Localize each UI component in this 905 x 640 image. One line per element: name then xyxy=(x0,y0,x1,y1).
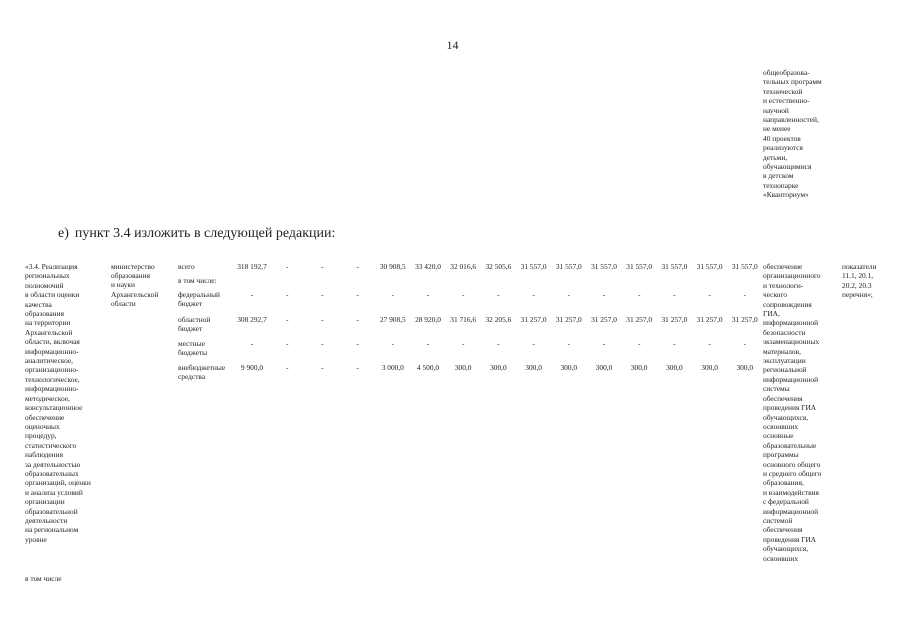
continuation-note: общеобразова- тельных программ технической и естественно- научной направленностей, не менее 40 проектов реализуются детьми, обучающимися в детском технопарке «Кванториум» xyxy=(763,68,822,200)
financing-value: - xyxy=(708,290,711,299)
financing-value: 318 192,7 xyxy=(237,262,267,271)
financing-value: 300,0 xyxy=(490,363,507,372)
financing-value: - xyxy=(497,339,500,348)
financing-value: - xyxy=(356,363,359,372)
financing-value: 9 900,0 xyxy=(240,363,264,372)
financing-value: - xyxy=(321,290,324,299)
financing-value: - xyxy=(321,262,324,271)
financing-value: - xyxy=(532,339,535,348)
financing-value: 31 557,0 xyxy=(555,262,582,271)
financing-value: 31 257,0 xyxy=(591,315,617,324)
financing-value: - xyxy=(250,290,254,299)
financing-value: - xyxy=(285,339,289,348)
financing-value: - xyxy=(391,290,395,299)
financing-value: 31 557,0 xyxy=(731,262,758,271)
financing-value: 31 257,0 xyxy=(696,315,723,324)
financing-value: 300,0 xyxy=(736,363,754,372)
measure-tail: в том числе xyxy=(25,574,62,583)
financing-value: 28 920,0 xyxy=(415,315,441,324)
financing-source-label: в том числе: xyxy=(178,276,217,285)
financing-value: 31 257,0 xyxy=(626,315,653,324)
financing-value: - xyxy=(532,290,535,299)
financing-value: 4 500,0 xyxy=(416,363,440,372)
financing-value: - xyxy=(567,339,571,348)
financing-value: 300,0 xyxy=(525,363,542,372)
financing-value: - xyxy=(285,363,289,372)
expected-result: обеспечение организационного и технологи- ческого сопровождения ГИА, информационной безопасности экзаменационных материалов, эксплуатации региональной информационной системы обеспечения проведения ГИА обучающихся, освоивших основные образовательные программы основного общего и среднего общего образования, и взаимодействия с федеральной информационной системой обеспечения проведения ГИА обучающихся, освоивших xyxy=(763,262,822,563)
financing-value: 31 557,0 xyxy=(591,262,617,271)
financing-value: 3 000,0 xyxy=(381,363,404,372)
financing-value: - xyxy=(250,339,254,348)
financing-value: - xyxy=(321,339,324,348)
financing-source-label: местные бюджеты xyxy=(178,339,208,357)
measure-name: «3.4. Реализация региональных полномочий в области оценки качества образования на территории Архангельской области, включая информационно- аналитическое, организационно- технологическое, информационно- методическое, консультационное обеспечение оценочных процедур, статистического наблюдения за деятельностью образовательных организаций, оценки и анализа условий организации образовательной деятельности на региональном уровне xyxy=(25,262,91,544)
financing-value: 27 908,5 xyxy=(379,315,406,324)
indicators: показатели 11.1, 20.1, 20.2, 20.3 перечня»; xyxy=(842,262,877,300)
financing-value: 300,0 xyxy=(560,363,578,372)
financing-value: - xyxy=(743,290,747,299)
financing-value: - xyxy=(391,339,395,348)
financing-value: 31 257,0 xyxy=(520,315,547,324)
financing-value: - xyxy=(602,290,606,299)
amendment-heading xyxy=(58,226,335,242)
financing-value: - xyxy=(567,290,571,299)
financing-value: - xyxy=(321,315,324,324)
financing-value: 32 505,6 xyxy=(485,262,512,271)
financing-value: - xyxy=(708,339,711,348)
page-number: 14 xyxy=(446,38,459,52)
financing-value: - xyxy=(602,339,606,348)
financing-value: 31 257,0 xyxy=(731,315,758,324)
financing-value: 300,0 xyxy=(666,363,683,372)
financing-value: - xyxy=(673,290,676,299)
financing-source-label: внебюджетные средства xyxy=(178,363,226,381)
financing-value: - xyxy=(497,290,500,299)
financing-value: - xyxy=(321,363,324,372)
financing-source-label: федеральный бюджет xyxy=(178,290,220,308)
heading-text: пункт 3.4 изложить в следующей редакции: xyxy=(74,226,336,241)
financing-value: - xyxy=(285,262,289,271)
financing-value: 308 292,7 xyxy=(237,315,267,324)
financing-value: 31 257,0 xyxy=(555,315,582,324)
financing-value: - xyxy=(356,290,359,299)
financing-value: 300,0 xyxy=(454,363,472,372)
financing-value: - xyxy=(285,315,289,324)
financing-value: - xyxy=(356,339,359,348)
financing-value: 31 557,0 xyxy=(696,262,723,271)
financing-value: - xyxy=(673,339,676,348)
financing-value: - xyxy=(637,290,641,299)
financing-value: - xyxy=(285,290,289,299)
financing-value: 31 557,0 xyxy=(661,262,688,271)
financing-value: - xyxy=(426,290,430,299)
financing-value: - xyxy=(461,290,465,299)
financing-value: 31 257,0 xyxy=(661,315,688,324)
financing-value: 31 557,0 xyxy=(626,262,653,271)
financing-value: 300,0 xyxy=(701,363,718,372)
financing-value: 31 557,0 xyxy=(520,262,547,271)
financing-source-label: всего xyxy=(178,262,195,271)
financing-value: 30 908,5 xyxy=(379,262,406,271)
financing-value: - xyxy=(461,339,465,348)
financing-value: - xyxy=(356,262,359,271)
financing-value: 33 420,0 xyxy=(415,262,441,271)
financing-value: 31 716,6 xyxy=(450,315,477,324)
heading-prefix: е) xyxy=(58,226,69,241)
financing-value: - xyxy=(743,339,747,348)
financing-source-label: областной бюджет xyxy=(178,315,211,333)
financing-value: - xyxy=(637,339,641,348)
financing-value: - xyxy=(356,315,359,324)
financing-value: 300,0 xyxy=(595,363,613,372)
financing-value: 32 205,6 xyxy=(485,315,512,324)
executor: министерство образования и науки Архангельской области xyxy=(111,262,159,308)
financing-value: 32 016,6 xyxy=(450,262,477,271)
financing-value: - xyxy=(426,339,430,348)
financing-value: 300,0 xyxy=(630,363,648,372)
